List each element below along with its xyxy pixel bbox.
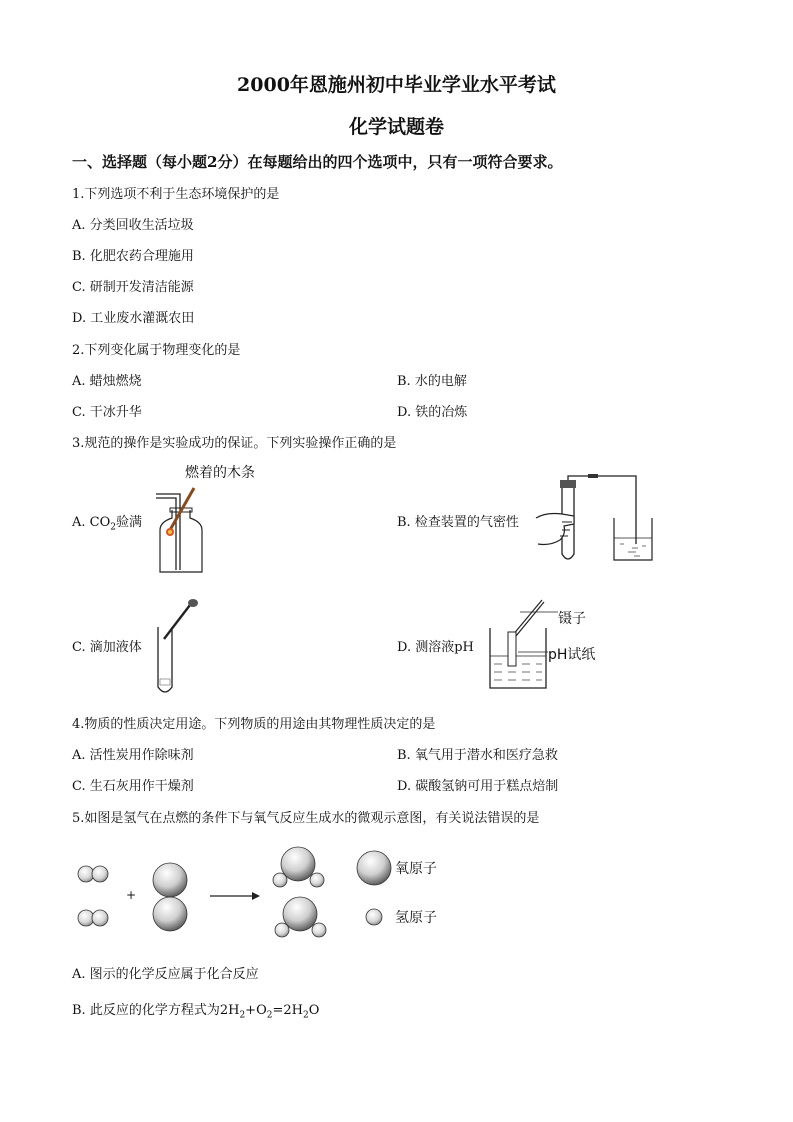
question-5-stem: 5.如图是氢气在点燃的条件下与氧气反应生成水的微观示意图，有关说法错误的是 bbox=[72, 811, 540, 826]
airtightness-figure bbox=[532, 474, 657, 566]
q5-option-a[interactable]: A. 图示的化学反应属于化合反应 bbox=[72, 967, 259, 982]
co2-test-figure bbox=[150, 484, 210, 576]
molecule-diagram bbox=[70, 840, 430, 950]
h2o-top-h2 bbox=[310, 873, 324, 887]
ph-paper-label: pH试纸 bbox=[548, 647, 596, 663]
exam-title: 2000年恩施州初中毕业学业水平考试 bbox=[237, 74, 556, 96]
o2-atom-bottom bbox=[153, 897, 187, 931]
q3-option-c[interactable]: C. 滴加液体 bbox=[72, 640, 142, 655]
equation-part: +O bbox=[245, 1003, 267, 1018]
equation-part: 2H bbox=[219, 1003, 240, 1018]
q3-option-d[interactable]: D. 测溶液pH bbox=[397, 640, 474, 655]
h2-left-top-atom2 bbox=[92, 866, 108, 882]
h2-left-bottom-atom2 bbox=[92, 910, 108, 926]
legend-hydrogen-atom bbox=[366, 909, 382, 925]
q1-option-c[interactable]: C. 研制开发清洁能源 bbox=[72, 280, 194, 295]
h2-left-bottom-atom1 bbox=[78, 910, 94, 926]
ph-test-figure bbox=[486, 598, 556, 692]
legend-oxygen-atom bbox=[357, 851, 391, 885]
q3-option-a-sub: 2 bbox=[110, 522, 116, 533]
q4-option-c[interactable]: C. 生石灰用作干燥剂 bbox=[72, 779, 194, 794]
q2-option-d[interactable]: D. 铁的冶炼 bbox=[397, 405, 468, 420]
h2-left-top-atom1 bbox=[78, 866, 94, 882]
equation-part: =2H bbox=[272, 1003, 303, 1018]
q3-option-a-suffix: 验满 bbox=[116, 515, 143, 530]
q4-option-d[interactable]: D. 碳酸氢钠可用于糕点焙制 bbox=[397, 779, 559, 794]
q3-option-a[interactable] bbox=[72, 511, 142, 533]
h2o-top-h1 bbox=[273, 873, 287, 887]
legend-oxygen-label: 氧原子 bbox=[395, 861, 437, 877]
h2o-bottom-h1 bbox=[275, 923, 289, 937]
equation-sub: 2 bbox=[239, 1010, 246, 1021]
question-1-stem: 1.下列选项不利于生态环境保护的是 bbox=[72, 187, 280, 202]
equation-sub: 2 bbox=[266, 1010, 273, 1021]
q5-option-b-prefix: B. 此反应的化学方程式为 bbox=[72, 1003, 220, 1018]
burning-stick-label: 燃着的木条 bbox=[185, 465, 255, 481]
q5-option-b[interactable] bbox=[72, 999, 319, 1021]
tweezers-label: 镊子 bbox=[558, 611, 586, 627]
q1-option-a[interactable]: A. 分类回收生活垃圾 bbox=[72, 218, 194, 233]
o2-atom-top bbox=[153, 863, 187, 897]
q3-option-b[interactable]: B. 检查装置的气密性 bbox=[397, 515, 519, 530]
section-heading: 一、选择题（每小题2分）在每题给出的四个选项中，只有一项符合要求。 bbox=[72, 153, 563, 171]
plus-sign: + bbox=[126, 888, 137, 902]
q2-option-a[interactable]: A. 蜡烛燃烧 bbox=[72, 374, 142, 389]
equation-part: O bbox=[308, 1003, 320, 1018]
q1-option-b[interactable]: B. 化肥农药合理施用 bbox=[72, 249, 194, 264]
exam-subtitle: 化学试题卷 bbox=[348, 116, 444, 138]
equation-sub: 2 bbox=[302, 1010, 309, 1021]
h2o-bottom-h2 bbox=[312, 923, 326, 937]
q2-option-c[interactable]: C. 干冰升华 bbox=[72, 405, 142, 420]
q1-option-d[interactable]: D. 工业废水灌溉农田 bbox=[72, 311, 195, 326]
question-2-stem: 2.下列变化属于物理变化的是 bbox=[72, 343, 241, 358]
q4-option-b[interactable]: B. 氧气用于潜水和医疗急救 bbox=[397, 748, 558, 763]
question-3-stem: 3.规范的操作是实验成功的保证。下列实验操作正确的是 bbox=[72, 436, 397, 451]
q3-option-a-prefix: A. CO bbox=[72, 515, 111, 530]
q4-option-a[interactable]: A. 活性炭用作除味剂 bbox=[72, 748, 194, 763]
dropper-figure bbox=[152, 597, 202, 697]
question-4-stem: 4.物质的性质决定用途。下列物质的用途由其物理性质决定的是 bbox=[72, 717, 436, 732]
q2-option-b[interactable]: B. 水的电解 bbox=[397, 374, 467, 389]
legend-hydrogen-label: 氢原子 bbox=[395, 910, 437, 926]
